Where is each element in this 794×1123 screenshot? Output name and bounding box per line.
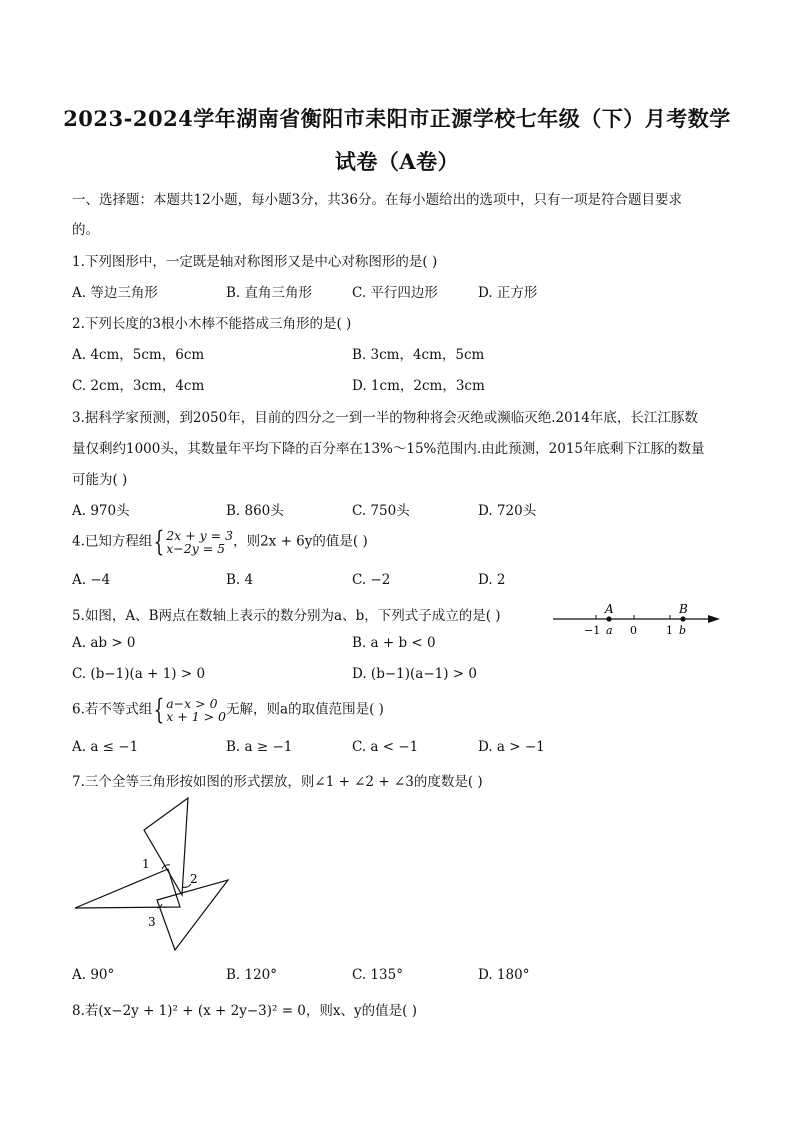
- exam-title-line1: 2023-2024学年湖南省衡阳市耒阳市正源学校七年级（下）月考数学: [63, 106, 731, 131]
- tick-label-zero: 0: [630, 624, 637, 637]
- q2-option-b: B. 3cm，4cm，5cm: [352, 347, 485, 363]
- q1-stem: 1.下列图形中，一定既是轴对称图形又是中心对称图形的是( ): [72, 254, 438, 270]
- q3-option-d: D. 720头: [478, 503, 537, 519]
- q3-stem-line2: 量仅剩约1000头，其数量年平均下降的百分率在13%～15%范围内.由此预测，2015年底剩下江豚的数量: [72, 441, 705, 457]
- q3-stem-line3: 可能为( ): [72, 472, 128, 488]
- q3-option-c: C. 750头: [352, 503, 410, 519]
- section-heading-line1: 一、选择题：本题共12小题，每小题3分，共36分。在每小题给出的选项中，只有一项是符合题目要求: [72, 192, 682, 208]
- q6-system: [166, 697, 226, 723]
- q2-option-a: A. 4cm，5cm，6cm: [72, 347, 205, 363]
- q6-ineq2: x + 1 > 0: [166, 709, 227, 724]
- q4-brace: {: [153, 525, 165, 558]
- exam-title-line2: 试卷（A卷）: [334, 149, 460, 174]
- angle-1-label: 1: [142, 857, 150, 871]
- q4-stem: [72, 525, 368, 558]
- q4-eq2: x−2y = 5: [166, 541, 226, 556]
- q6-brace: {: [153, 693, 165, 726]
- q1-option-b: B. 直角三角形: [226, 285, 313, 301]
- q3-stem-line1: 3.据科学家预测，到2050年，目前的四分之一到一半的物种将会灭绝或濒临灭绝.2014年底，长江江豚数: [72, 410, 698, 426]
- q8-stem: 8.若(x−2y + 1)² + (x + 2y−3)² = 0，则x、y的值是( ): [72, 1003, 417, 1019]
- q7-option-c: C. 135°: [352, 967, 403, 983]
- tick-label-one: 1: [666, 624, 673, 637]
- q6-suffix: 无解，则a的取值范围是( ): [226, 701, 384, 718]
- section-heading-line2: 的。: [72, 222, 99, 238]
- q5-option-a: A. ab > 0: [72, 635, 136, 651]
- q7-option-a: A. 90°: [72, 967, 115, 983]
- q6-stem: [72, 693, 384, 726]
- point-b: [680, 616, 685, 621]
- q1-option-c: C. 平行四边形: [352, 285, 438, 301]
- q1-option-d: D. 正方形: [478, 285, 538, 301]
- point-a-label: A: [605, 602, 614, 616]
- angle-2-label: 2: [190, 872, 198, 886]
- q5-option-c: C. (b−1)(a + 1) > 0: [72, 666, 206, 682]
- q4-option-b: B. 4: [226, 572, 254, 588]
- angle-3-label: 3: [148, 915, 156, 929]
- q5-option-d: D. (b−1)(a−1) > 0: [352, 666, 477, 682]
- triangle-top: [144, 798, 188, 895]
- q6-option-a: A. a ≤ −1: [72, 739, 139, 755]
- triangle-right: [157, 880, 228, 950]
- q6-ineq1: a−x > 0: [166, 696, 218, 711]
- q4-suffix: ，则2x + 6y的值是( ): [233, 533, 368, 550]
- q4-eq1: 2x + y = 3: [166, 528, 234, 543]
- number-line-arrow: [708, 615, 720, 623]
- q5-stem: 5.如图，A、B两点在数轴上表示的数分别为a、b，下列式子成立的是( ): [72, 608, 501, 624]
- q4-option-c: C. −2: [352, 572, 391, 588]
- q2-option-c: C. 2cm，3cm，4cm: [72, 378, 205, 394]
- q7-stem: 7.三个全等三角形按如图的形式摆放，则∠1 + ∠2 + ∠3的度数是( ): [72, 774, 483, 790]
- q4-option-d: D. 2: [478, 572, 506, 588]
- q4-prefix: 4.已知方程组: [72, 533, 153, 550]
- q3-option-b: B. 860头: [226, 503, 284, 519]
- q5-option-b: B. a + b < 0: [352, 635, 436, 651]
- triangle-left: [75, 869, 180, 908]
- q6-prefix: 6.若不等式组: [72, 701, 153, 718]
- q4-option-a: A. −4: [72, 572, 111, 588]
- tick-label-a: a: [606, 624, 613, 637]
- q5-number-line-figure: [550, 598, 725, 640]
- q6-option-d: D. a > −1: [478, 739, 545, 755]
- q6-option-c: C. a < −1: [352, 739, 419, 755]
- q7-triangles-figure: [70, 795, 240, 960]
- tick-label-b: b: [679, 624, 687, 637]
- point-b-label: B: [679, 602, 688, 616]
- q7-option-b: B. 120°: [226, 967, 278, 983]
- tick-label-minus-one: −1: [584, 624, 601, 637]
- q4-system: [166, 529, 233, 555]
- q6-option-b: B. a ≥ −1: [226, 739, 293, 755]
- q2-option-d: D. 1cm，2cm，3cm: [352, 378, 485, 394]
- q2-stem: 2.下列长度的3根小木棒不能搭成三角形的是( ): [72, 316, 352, 332]
- q3-option-a: A. 970头: [72, 503, 130, 519]
- q1-option-a: A. 等边三角形: [72, 285, 158, 301]
- point-a: [606, 616, 611, 621]
- q7-option-d: D. 180°: [478, 967, 530, 983]
